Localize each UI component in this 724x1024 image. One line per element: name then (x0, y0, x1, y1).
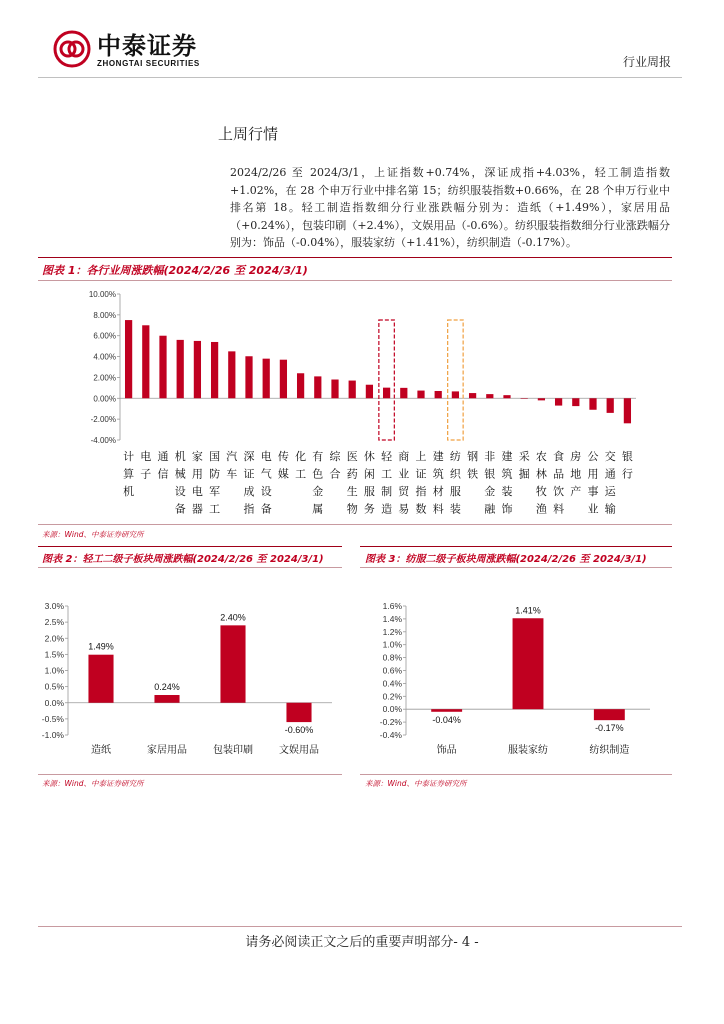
x-category-label-char: 林 (535, 468, 547, 481)
x-category-label-char: 食 (553, 451, 565, 463)
x-category-label: 饰品 (436, 745, 457, 756)
bar-交通运输 (607, 398, 614, 413)
x-category-label-char: 机 (174, 451, 186, 463)
x-category-label-char: 融 (484, 503, 496, 516)
x-category-label-char: 农 (535, 451, 547, 463)
company-name-en: ZHONGTAI SECURITIES (97, 59, 200, 68)
x-category-label-char: 证 (243, 468, 255, 481)
x-category-label-char: 电 (191, 486, 203, 498)
y-tick-label: 2.00% (93, 373, 116, 383)
x-category-label-char: 纺 (449, 451, 461, 463)
chart-light-industry-subsectors (38, 590, 342, 765)
x-category-label-char: 银 (484, 468, 496, 481)
bar-钢铁 (469, 393, 476, 398)
figure2-bottom-rule (38, 774, 342, 775)
bar-采掘 (521, 398, 528, 399)
bar-非银金融 (486, 394, 493, 398)
data-label: 1.41% (515, 605, 541, 616)
bar-机械设备 (177, 340, 184, 398)
x-category-label-char: 公 (587, 451, 599, 463)
x-category-label-char: 采 (518, 451, 530, 463)
x-category-label-char: 银 (621, 451, 633, 463)
figure1-title: 图表 1：各行业周涨跌幅(2024/2/26 至 2024/3/1) (42, 264, 308, 277)
y-tick-label: 0.0% (382, 704, 402, 715)
x-category-label-char: 品 (553, 468, 565, 481)
x-category-label-char: 合 (329, 468, 341, 481)
y-tick-label: 2.5% (44, 617, 64, 628)
bar-深证成指 (245, 356, 252, 398)
x-category-label-char: 数 (415, 503, 427, 516)
x-category-label-char: 化 (295, 451, 307, 463)
y-tick-label: 6.00% (93, 331, 116, 341)
bar-计算机 (125, 320, 132, 398)
x-category-label-char: 设 (174, 486, 186, 498)
bar-国防军工 (211, 342, 218, 398)
bar-商业贸易 (400, 388, 407, 398)
x-category-label-char: 筑 (501, 468, 513, 481)
x-category-label: 造纸 (91, 745, 111, 756)
y-tick-label: 0.0% (44, 697, 64, 708)
y-tick-label: 3.0% (44, 601, 64, 611)
x-category-label-char: 服 (363, 486, 375, 498)
bar-汽车 (228, 351, 235, 398)
x-category-label-char: 医 (346, 451, 358, 463)
y-tick-label: 0.2% (382, 691, 402, 702)
bar-电气设备 (263, 359, 270, 399)
x-category-label-char: 汽 (226, 451, 238, 463)
footer-disclaimer: 请务必阅读正文之后的重要声明部分 (245, 935, 454, 950)
bar-农林牧渔 (538, 398, 545, 400)
highlight-box-纺织服装 (448, 320, 463, 440)
y-tick-label: -0.4% (379, 730, 402, 740)
x-category-label-char: 输 (604, 503, 616, 516)
footer (0, 931, 724, 950)
figure1-bottom-rule (38, 524, 672, 525)
bar-服装家纺 (513, 618, 544, 709)
x-category-label-char: 电 (260, 451, 272, 463)
x-category-label-char: 事 (587, 486, 599, 498)
data-label: 0.24% (154, 682, 180, 693)
x-category-label-char: 建 (501, 451, 513, 463)
figure2-title: 图表 2：轻工二级子板块周涨跌幅(2024/2/26 至 2024/3/1) (42, 554, 324, 565)
x-category-label-char: 器 (191, 503, 203, 516)
bar-医药生物 (349, 381, 356, 399)
x-category-label-char: 运 (604, 486, 616, 498)
y-tick-label: 0.8% (382, 652, 402, 663)
y-tick-label: -2.00% (90, 415, 116, 425)
x-category-label-char: 深 (243, 451, 255, 463)
x-category-label-char: 产 (570, 486, 582, 498)
y-tick-label: 1.0% (382, 639, 402, 650)
x-category-label-char: 设 (260, 486, 272, 498)
y-tick-label: 0.00% (93, 394, 116, 404)
x-category-label-char: 气 (260, 468, 272, 481)
x-category-label-char: 车 (226, 468, 238, 481)
x-category-label-char: 信 (157, 468, 169, 481)
x-category-label-char: 算 (123, 468, 135, 481)
x-category-label-char: 地 (570, 468, 582, 481)
x-category-label-char: 闲 (363, 468, 375, 481)
x-category-label-char: 工 (209, 503, 221, 516)
y-tick-label: 0.6% (382, 665, 402, 676)
x-category-label-char: 铁 (467, 468, 479, 481)
x-category-label-char: 工 (381, 468, 393, 481)
x-category-label-char: 计 (123, 451, 135, 463)
x-category-label-char: 备 (174, 503, 186, 516)
x-category-label-char: 上 (415, 451, 427, 463)
x-category-label-char: 易 (398, 503, 410, 516)
x-category-label-char: 通 (157, 451, 169, 463)
x-category-label-char: 牧 (535, 486, 547, 498)
header-divider (38, 77, 682, 78)
x-category-label: 服装家纺 (508, 745, 548, 756)
bar-建筑材料 (435, 391, 442, 398)
y-tick-label: -0.5% (41, 713, 64, 724)
bar-饰品 (431, 709, 462, 712)
x-category-label-char: 料 (553, 503, 565, 516)
bar-通信 (159, 336, 166, 399)
figure3-title: 图表 3：纺服二级子板块周涨跌幅(2024/2/26 至 2024/3/1) (365, 554, 647, 565)
x-category-label-char: 属 (312, 503, 324, 516)
x-category-label-char: 饮 (553, 486, 565, 498)
figure3-top-rule (360, 546, 672, 547)
bar-家用电器 (194, 341, 201, 398)
bar-化工 (297, 373, 304, 398)
x-category-label-char: 色 (312, 468, 324, 481)
section-title: 上周行情 (218, 125, 279, 143)
y-tick-label: 0.4% (382, 678, 402, 689)
y-tick-label: 10.00% (88, 290, 116, 299)
bar-休闲服务 (366, 385, 373, 399)
report-type: 行业周报 (622, 55, 671, 69)
x-category-label-char: 传 (277, 451, 289, 463)
figure3-source: 来源：Wind、中泰证券研究所 (365, 779, 467, 788)
x-category-label-char: 业 (398, 468, 410, 481)
figure2-top-rule (38, 546, 342, 547)
x-category-label: 文娱用品 (279, 745, 319, 756)
x-category-label-char: 金 (312, 486, 324, 498)
y-tick-label: -4.00% (90, 436, 116, 445)
bar-上证指数 (417, 391, 424, 399)
x-category-label-char: 造 (381, 503, 393, 516)
bar-建筑装饰 (503, 395, 510, 398)
x-category-label-char: 轻 (381, 451, 393, 463)
bar-银行 (624, 398, 631, 423)
x-category-label: 包装印刷 (213, 745, 253, 756)
x-category-label-char: 服 (449, 486, 461, 498)
bar-造纸 (88, 655, 113, 703)
figure3-title-rule (360, 567, 672, 568)
logo-emblem-icon (53, 30, 91, 68)
x-category-label-char: 装 (501, 486, 513, 498)
x-category-label-char: 军 (209, 486, 221, 498)
x-category-label-char: 家 (191, 451, 203, 463)
x-category-label-char: 金 (484, 486, 496, 498)
bar-综合 (331, 380, 338, 399)
y-tick-label: 4.00% (93, 352, 116, 362)
figure3-bottom-rule (360, 774, 672, 775)
y-tick-label: 8.00% (93, 310, 116, 320)
x-category-label-char: 防 (209, 468, 221, 481)
bar-文娱用品 (286, 703, 311, 722)
data-label: -0.04% (432, 714, 461, 725)
x-category-label-char: 备 (260, 503, 272, 516)
x-category-label-char: 证 (415, 468, 427, 481)
summary-paragraph: 2024/2/26 至 2024/3/1，上证指数+0.74%，深证成指+4.03%，轻工制造指数+1.02%，在 28 个申万行业中排名第 15；纺织服装指数+0.66%，在 28 个申万行业中排名第 18。轻工制造指数细分行业涨跌幅分别为：造纸（+1.49%），家居用品（+0.24%），包装印刷（+2.4%），文娱用品（-0.6%）。纺织服装指数细分行业涨跌幅分别为：饰品（-0.04%），服装家纺（+1.41%），纺织制造（-0.17%）。 (230, 166, 670, 249)
bar-食品饮料 (555, 398, 562, 405)
x-category-label: 家居用品 (147, 745, 187, 756)
x-category-label-char: 务 (363, 503, 375, 516)
x-category-label-char: 装 (449, 503, 461, 516)
bar-有色金属 (314, 376, 321, 398)
bar-包装印刷 (220, 625, 245, 702)
data-label: -0.60% (284, 725, 314, 736)
y-tick-label: 1.0% (44, 665, 64, 676)
y-tick-label: 2.0% (44, 633, 64, 644)
x-category-label-char: 织 (449, 468, 461, 481)
x-category-label-char: 械 (174, 468, 186, 481)
x-category-label-char: 机 (123, 486, 135, 498)
y-tick-label: -0.2% (379, 717, 402, 728)
chart-textile-subsectors (360, 590, 672, 765)
footer-divider (38, 926, 682, 927)
x-category-label-char: 筑 (432, 468, 444, 481)
x-category-label-char: 用 (191, 468, 203, 481)
x-category-label: 纺织制造 (589, 745, 630, 756)
figure2-title-rule (38, 567, 342, 568)
y-tick-label: 1.5% (44, 649, 64, 660)
x-category-label-char: 非 (484, 451, 496, 463)
bar-纺织服装 (452, 391, 459, 398)
x-category-label-char: 料 (432, 503, 444, 516)
y-tick-label: 1.2% (382, 626, 402, 637)
figure1-title-rule (38, 280, 672, 281)
x-category-label-char: 业 (587, 503, 599, 516)
x-category-label-char: 物 (346, 503, 358, 516)
bar-电子 (142, 325, 149, 398)
data-label: -0.17% (595, 723, 624, 734)
y-tick-label: -1.0% (41, 730, 64, 740)
x-category-label-char: 房 (570, 451, 582, 463)
x-category-label-char: 休 (363, 451, 375, 463)
x-category-label-char: 饰 (501, 503, 513, 516)
highlight-box-轻工制造 (379, 320, 394, 440)
x-category-label-char: 渔 (535, 503, 547, 516)
x-category-label-char: 子 (140, 468, 152, 481)
bar-家居用品 (154, 695, 179, 703)
x-category-label-char: 指 (415, 486, 427, 498)
bar-纺织制造 (594, 709, 625, 720)
x-category-label-char: 材 (432, 486, 444, 498)
bar-轻工制造 (383, 388, 390, 399)
bar-公用事业 (589, 398, 596, 409)
bar-房地产 (572, 398, 579, 406)
x-category-label-char: 药 (346, 468, 358, 481)
company-logo (53, 30, 91, 68)
x-category-label-char: 电 (140, 451, 152, 463)
x-category-label-char: 国 (209, 451, 221, 463)
data-label: 1.49% (88, 641, 114, 652)
x-category-label-char: 掘 (518, 468, 530, 481)
chart-industry-weekly-change (38, 284, 672, 524)
x-category-label-char: 贸 (398, 486, 410, 498)
y-tick-label: 0.5% (44, 681, 64, 692)
x-category-label-char: 工 (295, 468, 307, 481)
x-category-label-char: 成 (243, 486, 255, 498)
y-tick-label: 1.6% (382, 601, 402, 611)
x-category-label-char: 行 (621, 468, 633, 481)
x-category-label-char: 指 (243, 503, 255, 516)
figure1-top-rule (38, 257, 672, 258)
x-category-label-char: 制 (381, 486, 393, 498)
x-category-label-char: 媒 (277, 468, 289, 481)
y-tick-label: 1.4% (382, 613, 402, 624)
x-category-label-char: 生 (346, 486, 358, 498)
x-category-label-char: 钢 (467, 451, 479, 463)
figure1-source: 来源：Wind、中泰证券研究所 (42, 530, 144, 539)
figure2-source: 来源：Wind、中泰证券研究所 (42, 779, 144, 788)
x-category-label-char: 用 (587, 468, 599, 481)
data-label: 2.40% (220, 612, 246, 623)
footer-page-number: - 4 - (453, 935, 479, 950)
x-category-label-char: 通 (604, 468, 616, 481)
bar-传媒 (280, 360, 287, 399)
company-name-cn: 中泰证券 (97, 32, 197, 60)
x-category-label-char: 交 (604, 451, 616, 463)
x-category-label-char: 综 (329, 451, 341, 463)
x-category-label-char: 建 (432, 451, 444, 463)
x-category-label-char: 商 (398, 451, 410, 463)
x-category-label-char: 有 (312, 451, 324, 463)
